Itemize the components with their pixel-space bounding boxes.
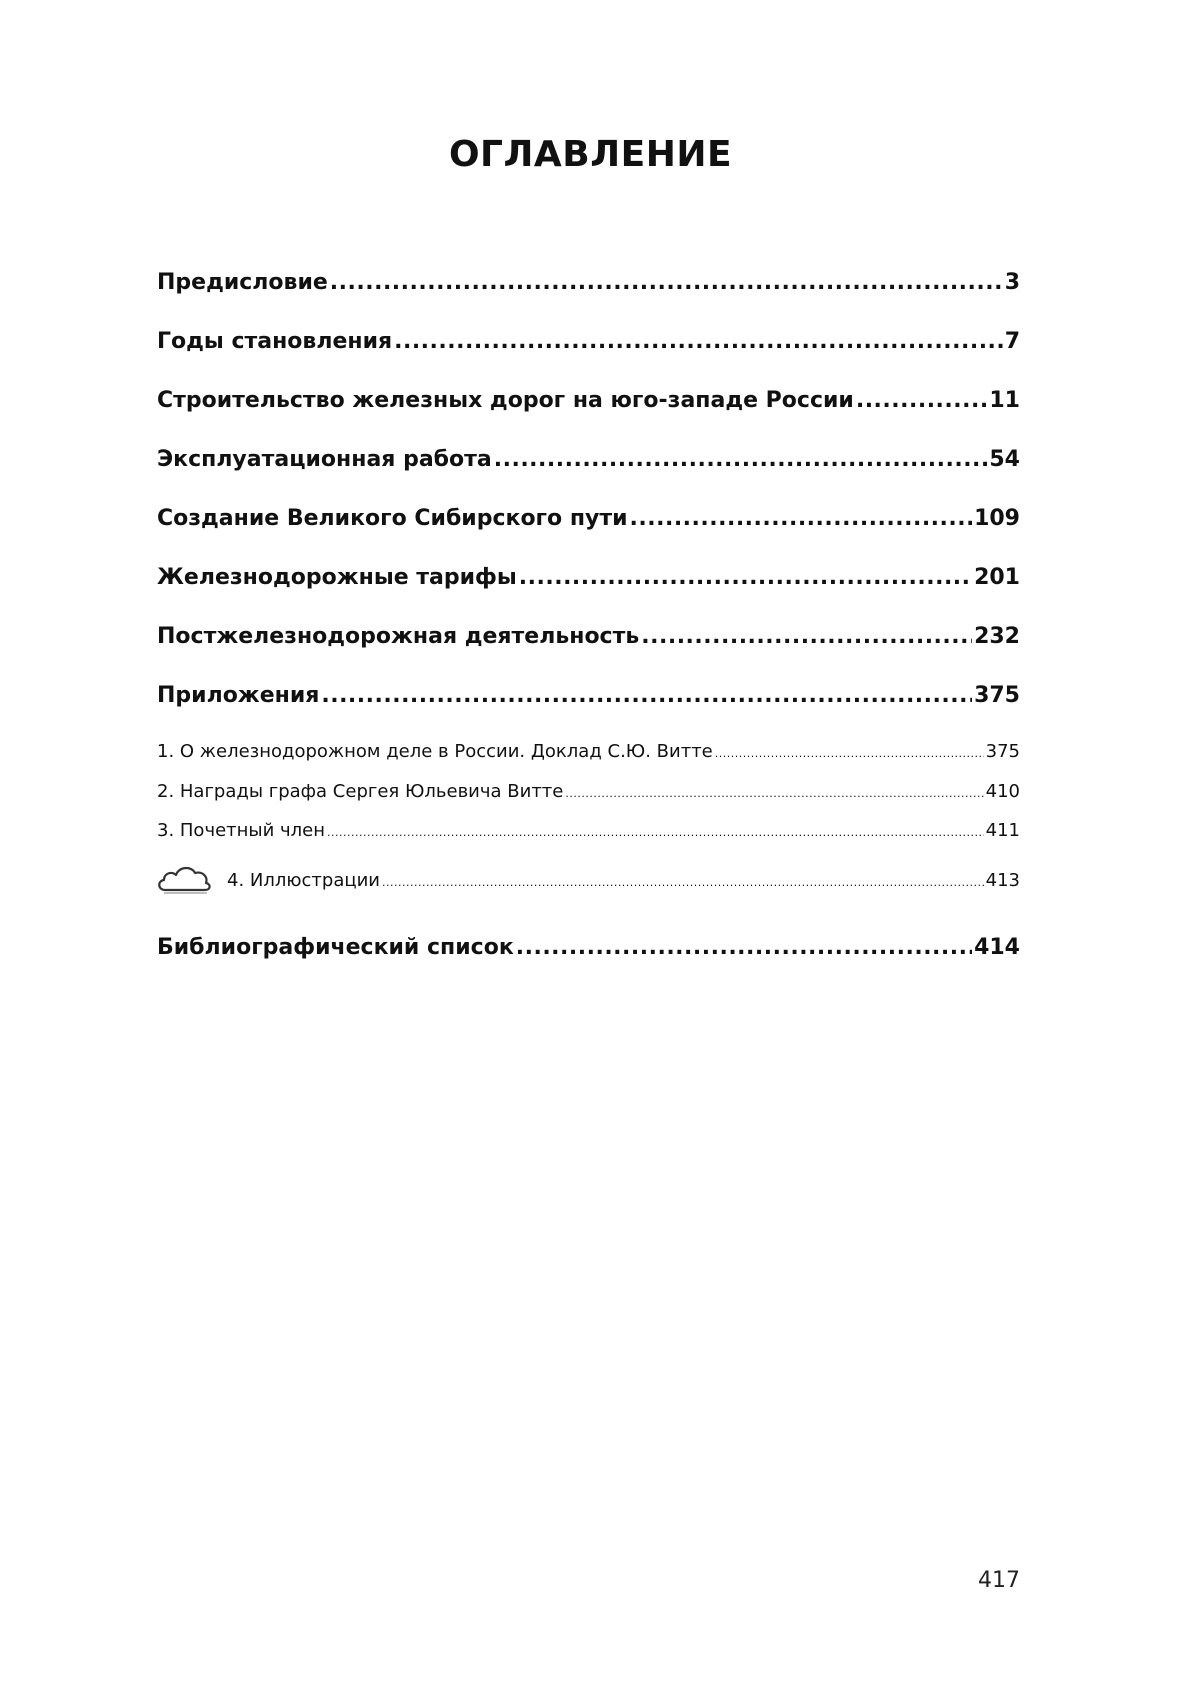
page-number: 417 [978,1568,1020,1593]
dot-leader [565,781,983,802]
toc-entry-page: 109 [974,506,1020,531]
dot-leader [519,565,972,590]
toc-entry-page: 3 [1004,270,1020,295]
table-of-contents [157,0,1020,1693]
toc-entry-appendices[interactable] [157,683,1020,708]
dot-leader [516,935,972,960]
toc-entry-title: Библиографический список [157,935,514,960]
toc-subentry-illustrations[interactable] [227,870,1020,891]
toc-entry-page: 375 [974,683,1020,708]
toc-entry-preface[interactable] [157,270,1020,295]
toc-entry-title: Создание Великого Сибирского пути [157,506,628,531]
toc-entry-siberian-route[interactable] [157,506,1020,531]
toc-entry-page: 414 [974,935,1020,960]
toc-entry-page: 11 [989,388,1020,413]
toc-entry-page: 410 [985,781,1020,802]
dot-leader [330,270,1003,295]
toc-entry-title: 3. Почетный член [157,820,326,841]
dot-leader [321,683,972,708]
toc-entry-page: 411 [985,820,1020,841]
toc-entry-page: 54 [989,447,1020,472]
toc-entry-title: Годы становления [157,329,393,354]
toc-entry-page: 375 [985,741,1020,762]
toc-subentry-awards[interactable] [157,781,1020,802]
toc-subentry-report[interactable] [157,741,1020,762]
toc-entry-page: 413 [985,870,1020,891]
dot-leader [494,447,988,472]
toc-entry-title: Приложения [157,683,320,708]
toc-entry-title: Эксплуатационная работа [157,447,492,472]
toc-entry-title: 4. Иллюстрации [227,870,381,891]
toc-entry-title: Строительство железных дорог на юго-западе России [157,388,854,413]
toc-entry-bibliography[interactable] [157,935,1020,960]
toc-entry-title: 1. О железнодорожном деле в России. Доклад С.Ю. Витте [157,741,713,762]
dot-leader [394,329,1003,354]
toc-entry-page: 7 [1004,329,1020,354]
toc-entry-page: 201 [974,565,1020,590]
toc-subentry-honorary-member[interactable] [157,820,1020,841]
toc-entry-tariffs[interactable] [157,565,1020,590]
dot-leader [382,870,984,891]
toc-entry-formative-years[interactable] [157,329,1020,354]
toc-entry-title: Железнодорожные тарифы [157,565,517,590]
dot-leader [641,624,972,649]
cloud-icon[interactable] [155,860,213,896]
toc-entry-railway-construction[interactable] [157,388,1020,413]
dot-leader [715,741,984,762]
toc-entry-title: Предисловие [157,270,328,295]
toc-entry-title: Постжелезнодорожная деятельность [157,624,640,649]
dot-leader [327,820,984,841]
toc-entry-post-railway[interactable] [157,624,1020,649]
dot-leader [630,506,973,531]
dot-leader [856,388,988,413]
toc-entry-page: 232 [974,624,1020,649]
page-title: ОГЛАВЛЕНИЕ [448,134,733,175]
toc-entry-title: 2. Награды графа Сергея Юльевича Витте [157,781,564,802]
toc-entry-operations[interactable] [157,447,1020,472]
